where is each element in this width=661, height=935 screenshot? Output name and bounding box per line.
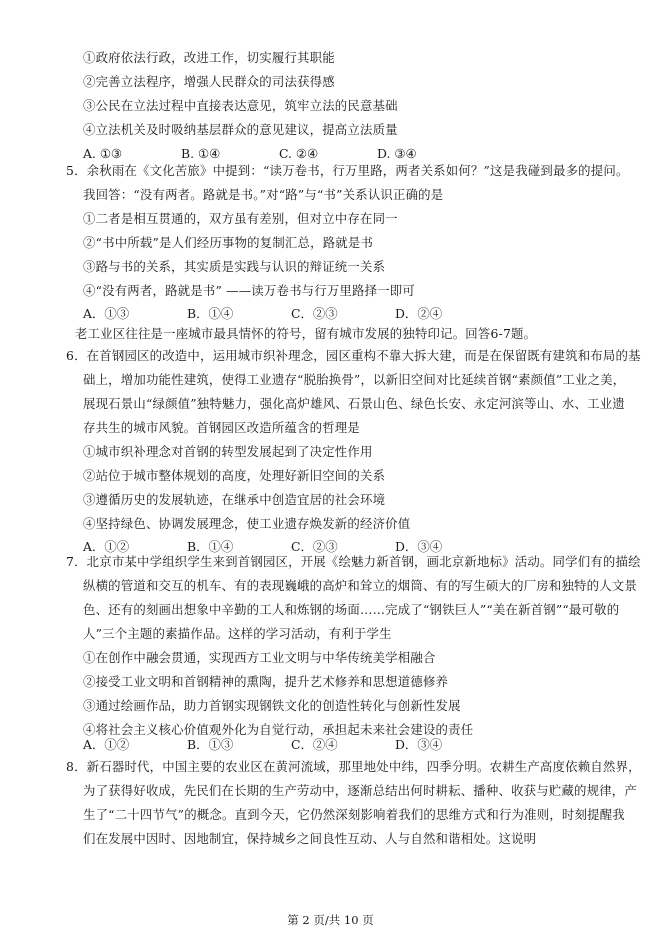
q6-choice-c: C．②③: [291, 539, 338, 554]
q7-choice-d: D．③④: [395, 737, 443, 752]
page-footer: 第 2 页/共 10 页: [287, 913, 374, 927]
q4-option-3: ③公民在立法过程中直接表达意见，筑牢立法的民意基础: [83, 98, 398, 113]
q7-stem-1: 7．北京市某中学组织学生来到首钢园区，开展《绘魅力新首钢，画北京新地标》活动。同学们有的描绘: [66, 554, 641, 569]
q7-stem-3: 色、还有的刻画出想象中辛勤的工人和炼钢的场面……完成了“钢铁巨人”“美在新首钢”“最可敬的: [83, 602, 620, 617]
q7-option-3: ③通过绘画作品，助力首钢实现钢铁文化的创造性转化与创新性发展: [83, 698, 461, 713]
q6-stem-2: 础上，增加功能性建筑，使得工业遗存“脱胎换骨”，以新旧空间对比延续首钢“素颜值”工业之美，: [83, 372, 626, 387]
q5-option-2: ②“书中所载”是人们经历事物的复制汇总，路就是书: [83, 235, 374, 250]
q6-choice-d: D．③④: [395, 539, 443, 554]
q4-choice-d: D. ③④: [377, 146, 417, 161]
q4-option-1: ①政府依法行政，改进工作，切实履行其职能: [83, 50, 335, 65]
q7-stem-4: 人”三个主题的素描作品。这样的学习活动，有利于学生: [83, 626, 392, 641]
q6-option-1: ①城市织补理念对首钢的转型发展起到了决定性作用: [83, 444, 373, 459]
q7-option-4: ④将社会主义核心价值观外化为自觉行动，承担起未来社会建设的责任: [83, 722, 474, 737]
q6-option-4: ④坚持绿色、协调发展理念，使工业遗存焕发新的经济价值: [83, 516, 411, 531]
q4-option-2: ②完善立法程序，增强人民群众的司法获得感: [83, 74, 335, 89]
q8-stem-3: 生了“二十四节气”的概念。直到今天，它仍然深刻影响着我们的思维方式和行为准则，时刻提醒我: [83, 807, 625, 822]
q6-choice-b: B．①④: [187, 539, 234, 554]
q8-stem-2: 为了获得好收成，先民们在长期的生产劳动中，逐渐总结出何时耕耘、播种、收获与贮藏的规律，产: [83, 783, 637, 798]
q7-option-2: ②接受工业文明和首钢精神的熏陶，提升艺术修养和思想道德修养: [83, 674, 449, 689]
q7-choice-b: B．①③: [187, 737, 234, 752]
q6-stem-4: 存共生的城市风貌。首钢园区改造所蕴含的哲理是: [83, 420, 360, 435]
q4-option-4: ④立法机关及时吸纳基层群众的意见建议，提高立法质量: [83, 122, 398, 137]
q7-stem-2: 纵横的管道和交互的机车、有的表现巍峨的高炉和耸立的烟筒、有的写生硕大的厂房和独特的人文景: [83, 578, 637, 593]
q6-choice-a: A．①②: [83, 539, 130, 554]
q6-stem-3: 展现石景山“绿颜值”独特魅力，强化高炉雄风、石景山色、绿色长安、永定河滨等山、水、工业遗: [83, 396, 625, 411]
intro-6-7: 老工业区往往是一座城市最具情怀的符号，留有城市发展的独特印记。回答6-7题。: [75, 326, 537, 341]
q4-choice-a: A. ①③: [83, 146, 123, 161]
q7-choice-a: A．①②: [83, 737, 130, 752]
q5-option-4: ④“没有两者，路就是书” ——读万卷书与行万里路择一即可: [83, 283, 415, 298]
q5-choice-a: A．①③: [83, 306, 130, 321]
q4-choice-b: B. ①④: [181, 146, 221, 161]
q5-choice-b: B．①④: [187, 306, 234, 321]
q8-stem-4: 们在发展中因时、因地制宜，保持城乡之间良性互动、人与自然和谐相处。这说明: [83, 831, 537, 846]
q5-option-1: ①二者是相互贯通的，双方虽有差别，但对立中存在同一: [83, 211, 398, 226]
q6-stem-1: 6．在首钢园区的改造中，运用城市织补理念，园区重构不靠大拆大建，而是在保留既有建筑和布局的基: [66, 348, 641, 363]
q6-option-2: ②站位于城市整体规划的高度，处理好新旧空间的关系: [83, 468, 386, 483]
q5-stem-2: 我回答：“没有两者。路就是书。”对“路”与“书”关系认识正确的是: [83, 187, 444, 202]
q6-option-3: ③遵循历史的发展轨迹，在继承中创造宜居的社会环境: [83, 492, 386, 507]
q5-choice-d: D．②④: [395, 306, 443, 321]
q7-choice-c: C．②④: [291, 737, 338, 752]
q5-choice-c: C．②③: [291, 306, 338, 321]
q5-option-3: ③路与书的关系，其实质是实践与认识的辩证统一关系: [83, 259, 386, 274]
q5-stem-1: 5．余秋雨在《文化苦旅》中提到：“读万卷书，行万里路，两者关系如何？”这是我碰到最多的提问。: [66, 163, 629, 178]
q7-option-1: ①在创作中融会贯通，实现西方工业文明与中华传统美学相融合: [83, 650, 436, 665]
q8-stem-1: 8．新石器时代，中国主要的农业区在黄河流域，那里地处中纬，四季分明。农耕生产高度依赖自然界，: [66, 759, 641, 774]
q4-choice-c: C. ②④: [279, 146, 319, 161]
